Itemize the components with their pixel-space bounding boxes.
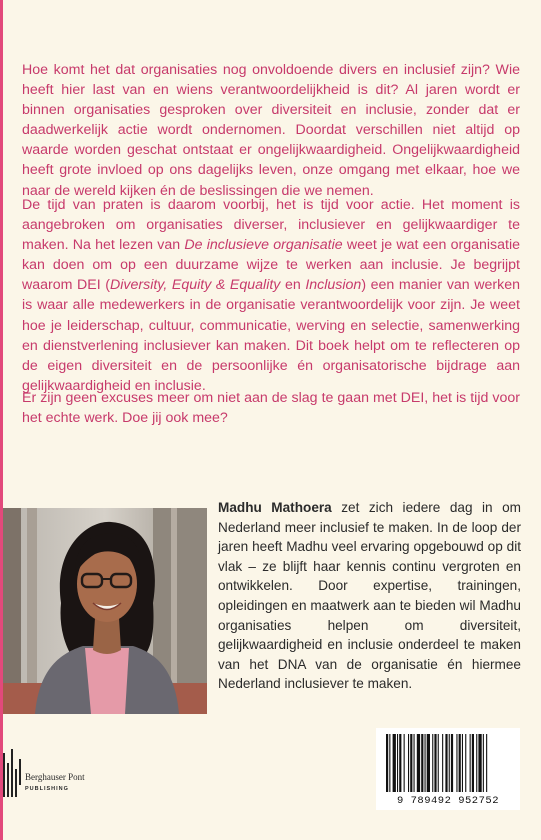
barcode-bar — [399, 734, 401, 792]
barcode-number: 9 789492 952752 — [396, 795, 499, 807]
barcode-bar — [389, 734, 390, 792]
barcode-bar — [434, 734, 436, 792]
barcode-bar — [393, 734, 396, 792]
barcode-bar — [427, 734, 430, 792]
dei-inclusion: Inclusion — [305, 277, 362, 294]
intro-paragraph-3: Er zijn geen excuses meer om niet aan de slag te gaan met DEI, het is tijd voor het echte werk. Doe jij ook mee? — [22, 390, 520, 427]
barcode-bar — [408, 734, 409, 792]
barcode-bar — [425, 734, 426, 792]
barcode-bar — [462, 734, 463, 792]
barcode-bar — [421, 734, 423, 792]
barcode-bar — [451, 734, 453, 792]
intro-paragraph-2-part-d: ) een manier van werken is waar alle medewerkers in de organisatie verantwoordelijk voor zijn. Je weet hoe je leiderschap, cultuur, communicatie, werving en selectie, samenwerking en dienstverlening inclusiever kan maken. Dit boek helpt om te reflecteren op de eigen diversiteit en de persoonlijke én organisatorische bijdrage aan gelijkwaardigheid en inclusie. — [22, 277, 521, 394]
author-photo-illustration — [3, 508, 207, 714]
barcode-bar — [442, 734, 443, 792]
barcode-bar — [438, 734, 439, 792]
barcode-bar — [445, 734, 447, 792]
publisher-imprint: PUBLISHING — [25, 786, 69, 792]
barcode-bar — [410, 734, 412, 792]
barcode-bar — [404, 734, 405, 792]
intro-paragraph-1: Hoe komt het dat organisaties nog onvoldoende divers en inclusief zijn? Wie heeft hier last van en wiens verantwoordelijkheid is dit? Al jaren wordt er binnen organisaties gesproken over diversiteit en inclusie, zonder dat er daadwerkelijk actie wordt ondernomen. Doordat verschillen niet altijd op waarde worden geschat ontstaat er ongelijkwaardigheid. Ongelijkwaardigheid heeft grote invloed op ons dagelijks leven, onze omgang met elkaar, hoe we naar de wereld kijken én de beslissingen die we nemen. — [22, 62, 520, 199]
author-bio-text: zet zich iedere dag in om Nederland meer inclusief te maken. In de loop der jaren heeft Madhu veel ervaring opgebouwd op dit vlak – ze blijft haar kennis continu vergroten en ontwikkelen. Door expertise, trainingen, opleidingen en maatwerk aan te bieden wil Madhu organisaties helpen om diversiteit, gelijkwaardigheid en inclusie onderdeel te maken van het DNA van de organisatie én hiermee Nederland inclusiever te maken. — [218, 500, 522, 692]
barcode-bar — [470, 734, 471, 792]
barcode-bar — [478, 734, 481, 792]
barcode-bar — [449, 734, 450, 792]
intro-paragraph-2 — [22, 195, 520, 396]
barcode-bar — [432, 734, 433, 792]
author-photo — [3, 508, 207, 714]
intro-paragraph-2-part-b: weet je wat een organisatie kan doen om op een duurzame wijze te werken aan inclusie. Je begrijpt waarom DEI ( — [22, 237, 520, 294]
barcode-bar — [456, 734, 457, 792]
dei-terms: Diversity, Equity & Equality — [110, 277, 281, 294]
book-title: De inclusieve organisatie — [184, 237, 343, 254]
barcode-bar — [472, 734, 474, 792]
barcode-bar — [476, 734, 477, 792]
cover-edge-stripe — [0, 0, 3, 840]
barcode-bar — [486, 734, 487, 792]
publisher-name: Berghauser Pont — [25, 772, 85, 782]
barcode-bar — [459, 734, 461, 792]
author-bio — [218, 498, 521, 694]
barcode-bar — [483, 734, 484, 792]
barcode-bars — [376, 728, 520, 796]
barcode-bar — [397, 734, 398, 792]
barcode-bar — [414, 734, 415, 792]
author-name: Madhu Mathoera — [218, 500, 332, 515]
barcode-bar — [386, 734, 388, 792]
intro-paragraph-2-part-a: De tijd van praten is daarom voorbij, het is tijd voor actie. Het moment is aangebroken om organisaties diverser, inclusiever en gelijkwaardiger te maken. Na het lezen van — [22, 197, 520, 254]
barcode-bar — [465, 734, 466, 792]
barcode-bar — [417, 734, 420, 792]
intro-paragraph-2-part-c: en — [280, 277, 306, 294]
